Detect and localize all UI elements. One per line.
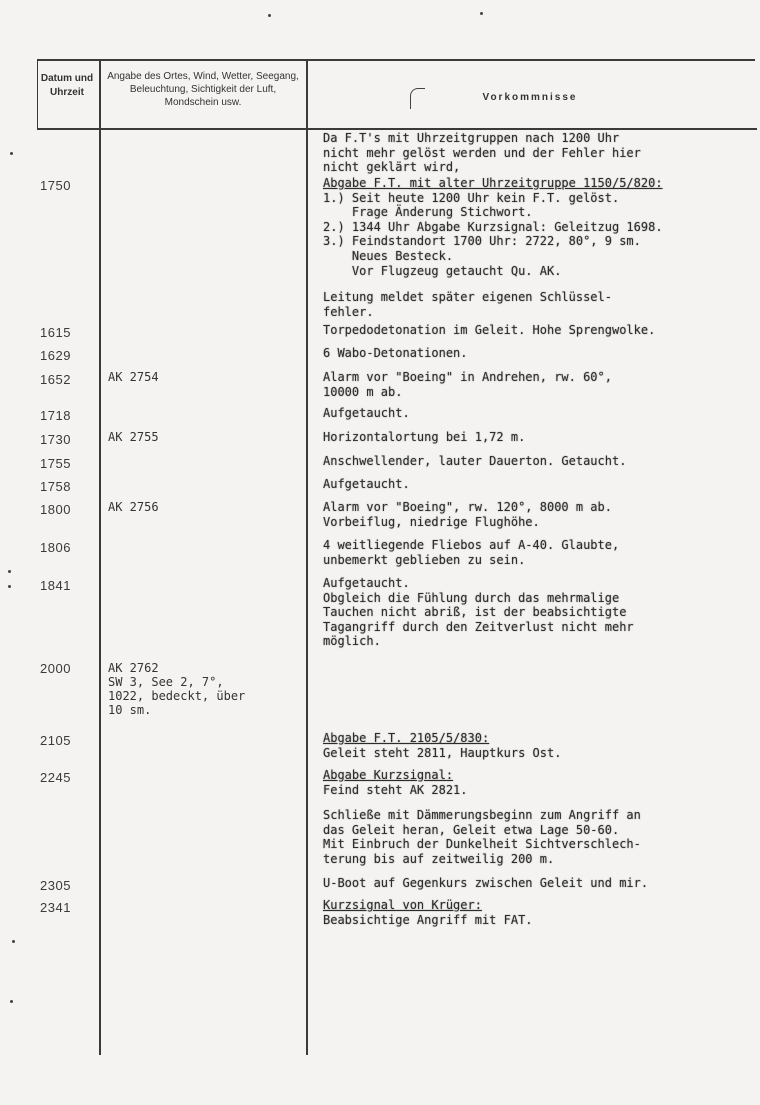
event-line: Aufgetaucht. [323, 576, 410, 590]
event-line: unbemerkt geblieben zu sein. [323, 552, 526, 567]
entry-time: 1758 [40, 479, 71, 494]
event-line: Mit Einbruch der Dunkelheit Sichtverschlech- [323, 837, 641, 852]
entry-time: 1730 [40, 432, 71, 447]
entry-time: 1629 [40, 348, 71, 363]
entry-events [323, 290, 758, 319]
entry-events [323, 323, 758, 338]
event-line: Alarm vor "Boeing" in Andrehen, rw. 60°, [323, 370, 612, 384]
event-line: U-Boot auf Gegenkurs zwischen Geleit und mir. [323, 876, 649, 890]
entry-events [323, 576, 758, 649]
entry-time: 1615 [40, 325, 71, 340]
header-rule [37, 128, 757, 130]
event-line: nicht geklärt wird, [323, 160, 461, 175]
entry-time: 1841 [40, 578, 71, 593]
entry-place: AK 2755 [108, 430, 159, 444]
event-line: Aufgetaucht. [323, 406, 410, 420]
entry-time: 1718 [40, 408, 71, 423]
event-line: 6 Wabo-Detonationen. [323, 346, 468, 360]
event-line: Alarm vor "Boeing", rw. 120°, 8000 m ab. [323, 500, 612, 514]
event-line: Tagangriff durch den Zeitverlust nicht mehr [323, 619, 634, 634]
entry-events [323, 768, 758, 797]
header-date-time: Datum und Uhrzeit [40, 73, 94, 98]
event-line: nicht mehr gelöst werden und der Fehler hier [323, 145, 641, 160]
entry-events [323, 346, 758, 361]
event-line: das Geleit heran, Geleit etwa Lage 50-60. [323, 822, 620, 837]
entry-events [323, 370, 758, 399]
event-line: Abgabe Kurzsignal: [323, 768, 454, 782]
scan-speck [8, 570, 11, 573]
entry-time: 1652 [40, 372, 71, 387]
entry-events [323, 454, 758, 469]
header-place-weather: Angabe des Ortes, Wind, Wetter, Seegang, Beleuchtung, Sichtigkeit der Luft, Mondschein usw. [107, 71, 299, 108]
entry-place: AK 2762 SW 3, See 2, 7°, 1022, bedeckt, über 10 sm. [108, 661, 246, 717]
entry-events [323, 808, 758, 866]
entry-events [323, 731, 758, 760]
scan-speck [10, 1000, 13, 1003]
event-line: Feind steht AK 2821. [323, 782, 468, 797]
entry-time: 2105 [40, 733, 71, 748]
entry-events [323, 131, 758, 175]
event-line: Abgabe F.T. 2105/5/830: [323, 731, 490, 745]
entry-time: 2000 [40, 661, 71, 676]
entry-time: 1750 [40, 178, 71, 193]
entry-time: 1800 [40, 502, 71, 517]
scan-speck [480, 12, 483, 15]
top-rule [37, 59, 755, 61]
entry-events [323, 406, 758, 421]
event-line: Geleit steht 2811, Hauptkurs Ost. [323, 745, 562, 760]
entry-events [323, 876, 758, 891]
event-line: 10000 m ab. [323, 384, 403, 399]
event-line: 2.) 1344 Uhr Abgabe Kurzsignal: Geleitzug 1698. [323, 219, 663, 234]
event-line: Abgabe F.T. mit alter Uhrzeitgruppe 1150/5/820: [323, 176, 663, 190]
event-line: terung bis auf zeitweilig 200 m. [323, 851, 555, 866]
entry-events [323, 176, 758, 278]
col-divider-1 [99, 59, 101, 1055]
scan-speck [12, 940, 15, 943]
entry-place: AK 2754 [108, 370, 159, 384]
entry-events [323, 500, 758, 529]
scan-speck [8, 585, 11, 588]
event-line: Torpedodetonation im Geleit. Hohe Sprengwolke. [323, 323, 656, 337]
entry-events [323, 538, 758, 567]
entry-time: 2341 [40, 900, 71, 915]
header-events: Vorkommnisse [482, 92, 578, 103]
entry-events [323, 477, 758, 492]
event-line: 3.) Feindstandort 1700 Uhr: 2722, 80°, 9 sm. [323, 234, 641, 249]
event-line: 4 weitliegende Fliebos auf A-40. Glaubte, [323, 538, 620, 552]
event-line: Anschwellender, lauter Dauerton. Getaucht. [323, 454, 627, 468]
entry-time: 2305 [40, 878, 71, 893]
entry-time: 1755 [40, 456, 71, 471]
event-line: Vorbeiflug, niedrige Flughöhe. [323, 514, 540, 529]
event-line: Neues Besteck. [323, 248, 454, 263]
event-line: Obgleich die Fühlung durch das mehrmalige [323, 590, 620, 605]
scan-speck [10, 152, 13, 155]
event-line: Vor Flugzeug getaucht Qu. AK. [323, 263, 562, 278]
event-line: Da F.T's mit Uhrzeitgruppen nach 1200 Uhr [323, 131, 620, 145]
event-line: fehler. [323, 304, 374, 319]
event-line: Tauchen nicht abriß, ist der beabsichtigte [323, 605, 627, 620]
event-line: möglich. [323, 634, 381, 649]
event-line: 1.) Seit heute 1200 Uhr kein F.T. gelöst. [323, 190, 620, 205]
event-line: Kurzsignal von Krüger: [323, 898, 482, 912]
entry-events [323, 430, 758, 445]
event-line: Schließe mit Dämmerungsbeginn zum Angriff an [323, 808, 641, 822]
entry-time: 1806 [40, 540, 71, 555]
col-divider-2 [306, 59, 308, 1055]
entry-events [323, 898, 758, 927]
event-line: Beabsichtige Angriff mit FAT. [323, 912, 533, 927]
scan-speck [268, 14, 271, 17]
event-line: Leitung meldet später eigenen Schlüssel- [323, 290, 612, 304]
event-line: Horizontalortung bei 1,72 m. [323, 430, 526, 444]
event-line: Aufgetaucht. [323, 477, 410, 491]
entry-time: 2245 [40, 770, 71, 785]
event-line: Frage Änderung Stichwort. [323, 205, 533, 220]
entry-place: AK 2756 [108, 500, 159, 514]
